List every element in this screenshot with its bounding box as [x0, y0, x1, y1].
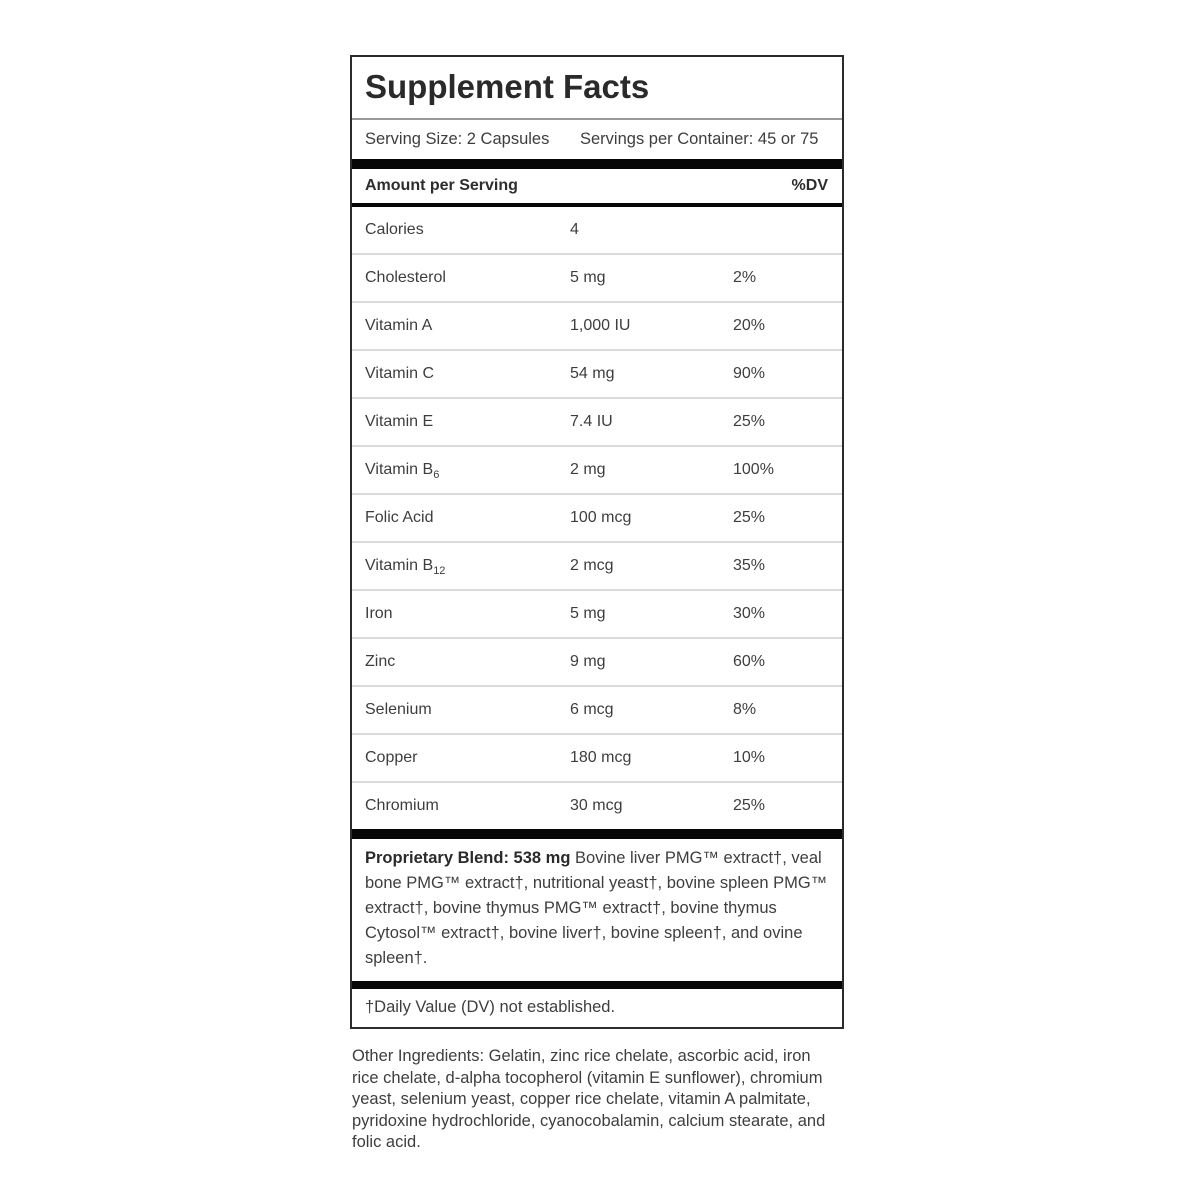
nutrient-dv: 10%: [733, 749, 766, 766]
nutrient-dv: 20%: [733, 317, 766, 334]
servings-per-container-text: Servings per Container: 45 or 75: [580, 130, 819, 148]
nutrient-amount: 5 mg: [570, 605, 606, 622]
table-row: [352, 255, 842, 303]
nutrient-dv: 25%: [733, 509, 766, 526]
label-title-section: [352, 57, 842, 120]
proprietary-blend-section: [352, 839, 842, 981]
nutrient-name: Folic Acid: [365, 509, 434, 526]
nutrient-amount: 2 mg: [570, 461, 606, 478]
nutrient-name: Chromium: [365, 797, 439, 814]
nutrient-dv: 100%: [733, 461, 774, 478]
nutrient-name: Vitamin $B_{12}$: [365, 557, 446, 578]
label-title: Supplement Facts: [365, 68, 650, 105]
dv-header: %DV: [791, 177, 828, 194]
nutrient-name: Calories: [365, 221, 424, 238]
table-header-row: [352, 169, 842, 203]
divider-bar: [352, 159, 842, 169]
nutrient-amount: 100 mcg: [570, 509, 632, 526]
nutrient-amount: 9 mg: [570, 653, 606, 670]
table-row: [352, 399, 842, 447]
proprietary-blend-text: Bovine liver PMG™ extract†, veal bone PMG™ extract†, nutritional yeast†, bovine spleen PMG™ extract†, bovine thymus PMG™ extract†, bovine thymus Cytosol™ extract†, bovine liver†, bovine spleen†, and ovine spleen†.: [365, 849, 828, 967]
nutrient-name: Vitamin E: [365, 413, 434, 430]
nutrient-name: Iron: [365, 605, 393, 622]
nutrient-dv: 90%: [733, 365, 766, 382]
nutrient-name: Copper: [365, 749, 418, 766]
nutrient-dv: 8%: [733, 701, 757, 718]
serving-info-row: [352, 120, 842, 159]
table-row: [352, 495, 842, 543]
nutrient-dv: 2%: [733, 269, 757, 286]
table-row: [352, 207, 842, 255]
proprietary-blend-heading: Proprietary Blend: 538 mg: [365, 849, 571, 867]
nutrient-dv: 25%: [733, 797, 766, 814]
nutrient-table: [352, 207, 842, 829]
table-row: [352, 351, 842, 399]
table-row: [352, 591, 842, 639]
nutrient-name: Vitamin A: [365, 317, 433, 334]
nutrient-dv: 60%: [733, 653, 766, 670]
nutrient-name: Selenium: [365, 701, 432, 718]
nutrient-name: Zinc: [365, 653, 396, 670]
nutrient-dv: 35%: [733, 557, 766, 574]
nutrient-name: Vitamin C: [365, 365, 435, 382]
table-row: [352, 447, 842, 495]
amount-per-serving-header: Amount per Serving: [365, 177, 518, 194]
nutrient-dv: 25%: [733, 413, 766, 430]
table-row: [352, 735, 842, 783]
dv-note: †Daily Value (DV) not established.: [365, 998, 616, 1016]
nutrient-dv: 30%: [733, 605, 766, 622]
table-row: [352, 303, 842, 351]
divider-bar: [352, 981, 842, 989]
table-row: [352, 639, 842, 687]
nutrient-amount: 30 mcg: [570, 797, 623, 814]
other-ingredients-text: Other Ingredients: Gelatin, zinc rice chelate, ascorbic acid, iron rice chelate, d-alpha tocopherol (vitamin E sunflower), chromium yeast, selenium yeast, copper rice chelate, vitamin A palmitate, pyridoxine hydrochloride, cyanocobalamin, calcium stearate, and folic acid.: [352, 1047, 826, 1151]
nutrient-amount: 6 mcg: [570, 701, 614, 718]
table-row: [352, 687, 842, 735]
nutrient-amount: 1,000 IU: [570, 317, 631, 334]
nutrient-name: Cholesterol: [365, 269, 446, 286]
supplement-facts-label: [350, 55, 844, 1029]
serving-size-text: Serving Size: 2 Capsules: [365, 130, 550, 148]
nutrient-amount: 5 mg: [570, 269, 606, 286]
nutrient-name: Vitamin $B_6$: [365, 461, 440, 482]
nutrient-amount: 2 mcg: [570, 557, 614, 574]
divider-bar: [352, 829, 842, 839]
nutrient-amount: 4: [570, 221, 579, 238]
nutrient-amount: 54 mg: [570, 365, 615, 382]
table-row: [352, 783, 842, 829]
nutrient-amount: 7.4 IU: [570, 413, 613, 430]
nutrient-amount: 180 mcg: [570, 749, 632, 766]
table-row: [352, 543, 842, 591]
